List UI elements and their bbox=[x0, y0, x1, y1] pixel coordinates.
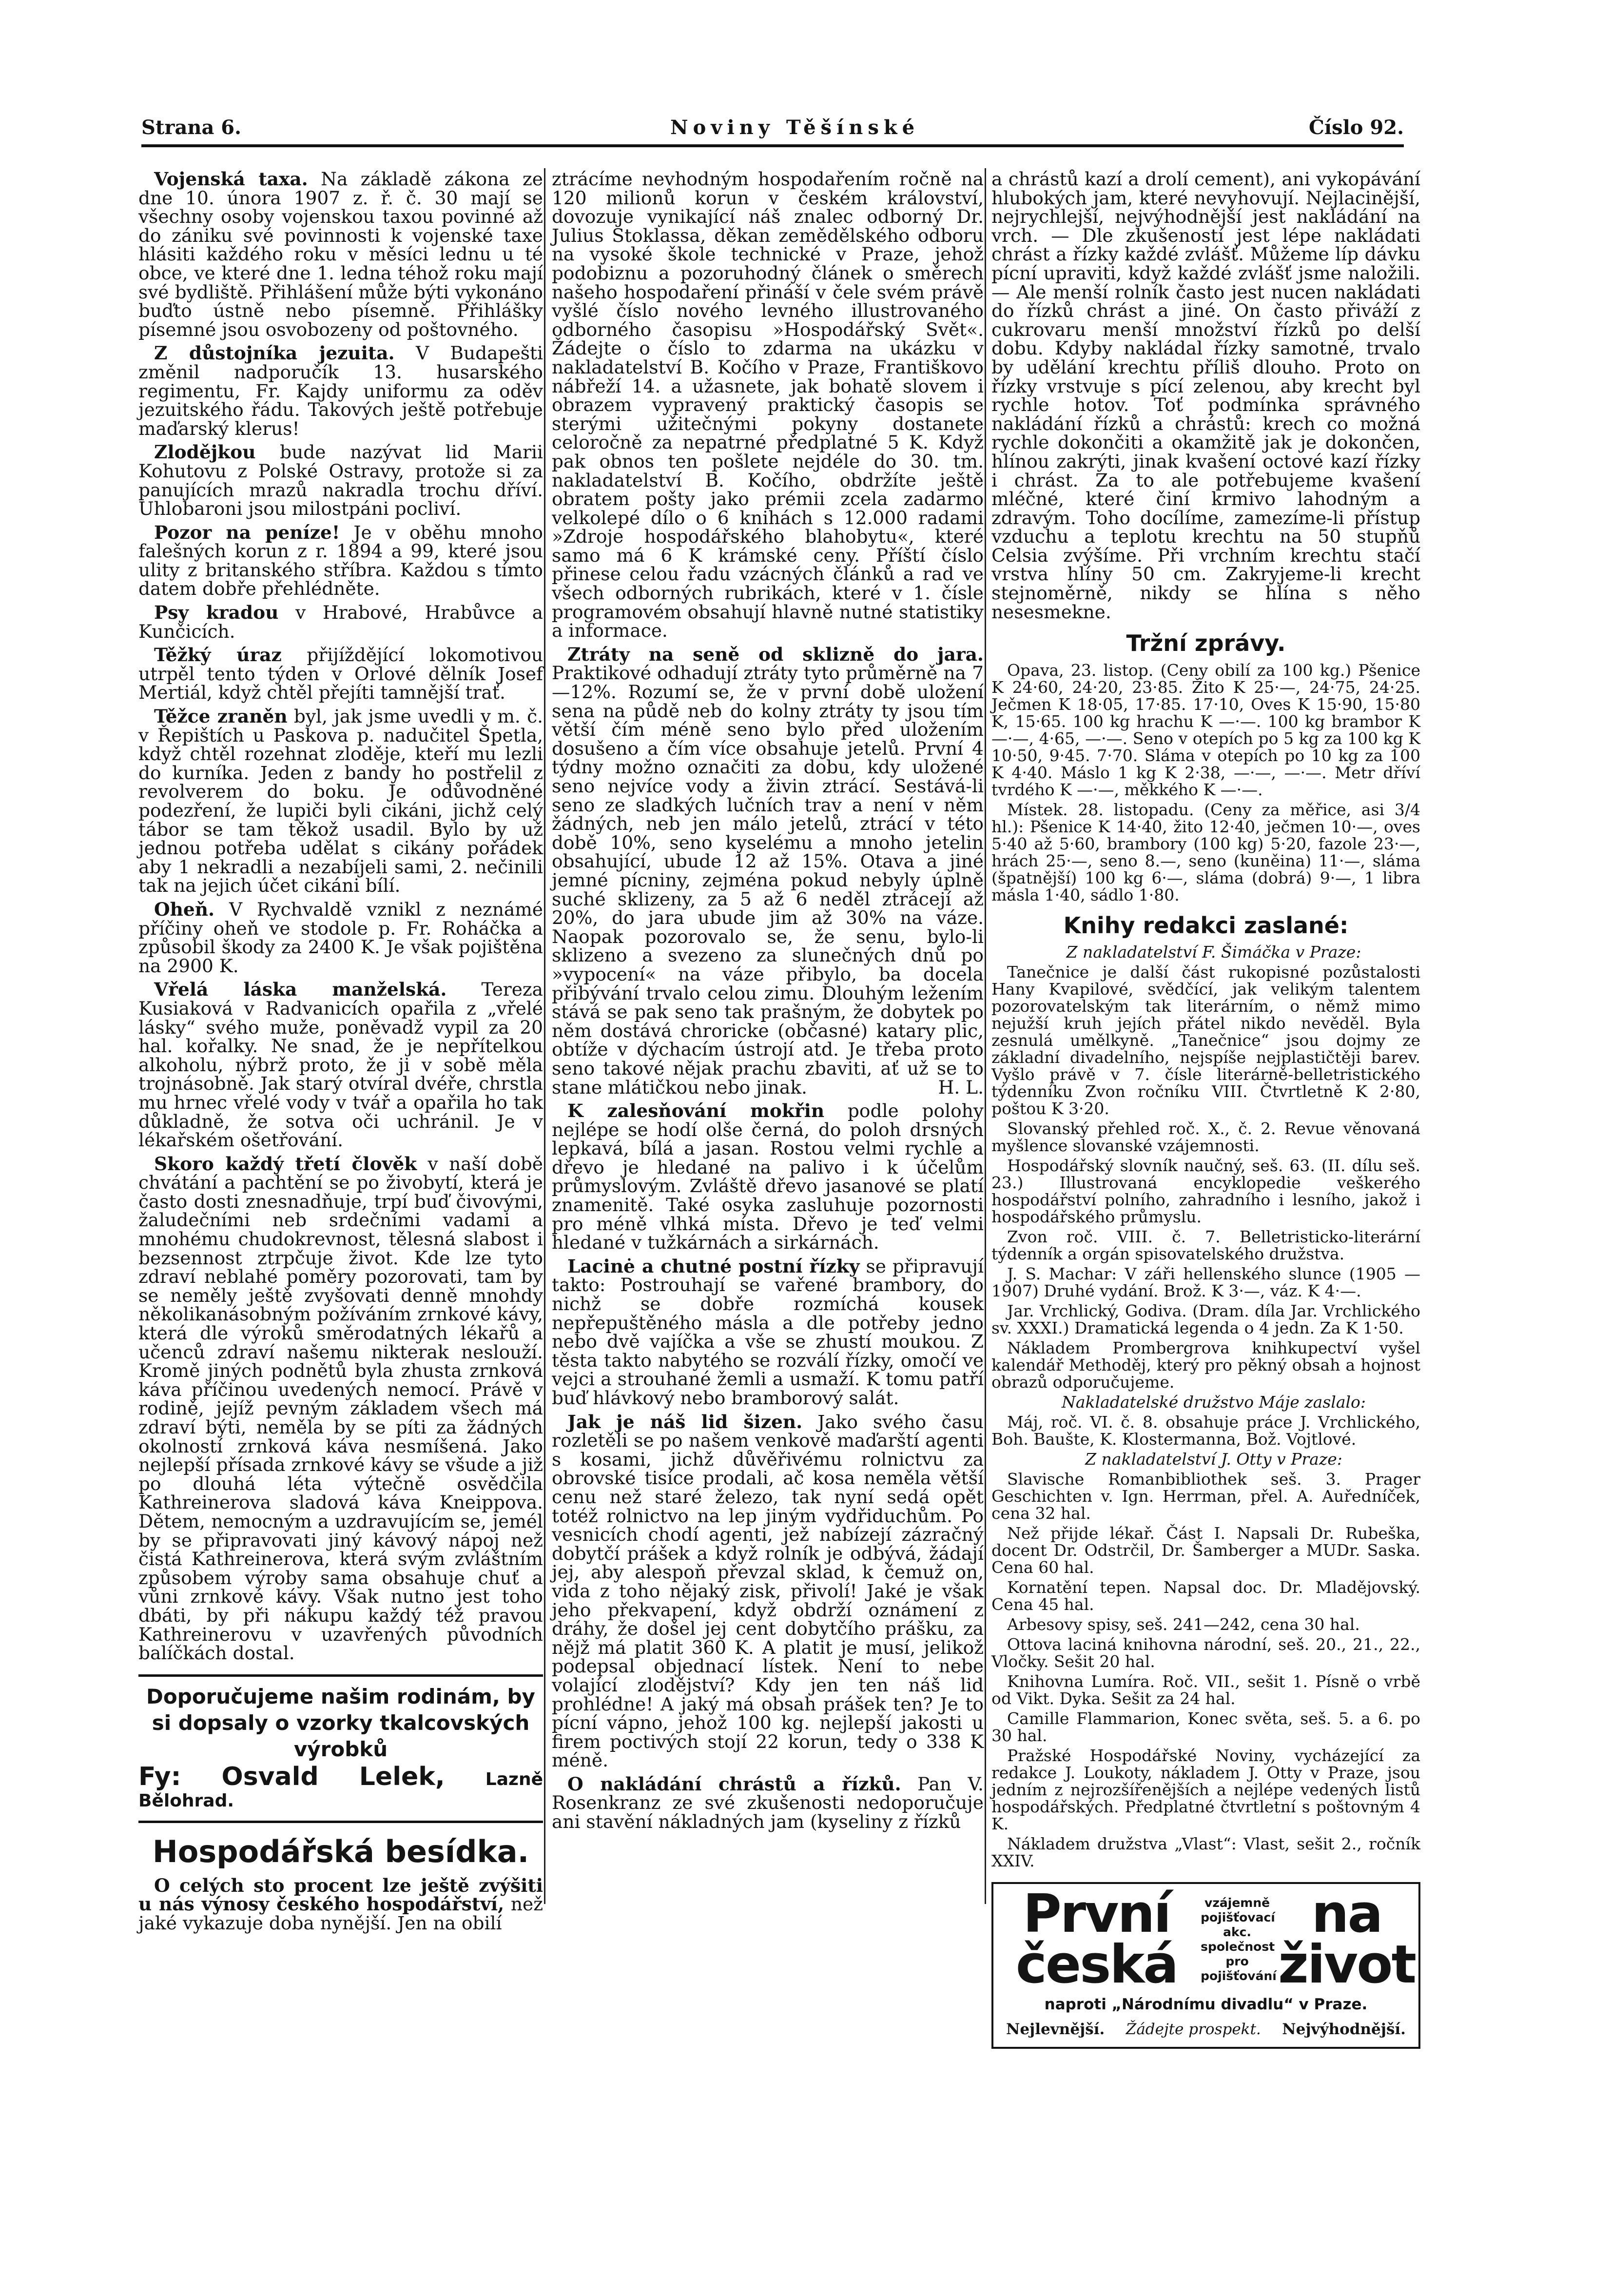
article bbox=[138, 1155, 543, 1663]
article-headline: O nakládání chrástů a řízků. bbox=[567, 1773, 901, 1795]
article bbox=[138, 900, 543, 975]
article-text: byl, jak jsme uvedli v m. č. v Řepištích u Paskova p. nadučitel Špetla, když chtěl rozehnat zloděje, kteří mu lezli do kurníka. Jeden z bandy ho postřelil z revolverem do boku. Je odůvodněné podezření, že lupiči byli cikáni, jichž celý tábor se tam těkož usadil. Bylo by už jednou potřeba udělat s cikány pořádek aby 1 nekradli a nezabíjeli sami, 2. nečinili tak na jejich účet cikáni bílí. bbox=[138, 706, 543, 897]
insurance-slogans bbox=[996, 2020, 1416, 2039]
article-headline: Ztráty na seně od sklizně do jara. bbox=[567, 643, 984, 665]
article-text: Jako svého času rozletěli se po našem venkově maďarští agenti s kosami, jichž důvěřivému rolnictvu za obrovské tisíce prodali, ač kosa neměla větší cenu než staré železo, tak nyní sedá opět totéž rolnictvo na lep jiným vydřiduchům. Po vesnicích chodí agenti, jež nabízejí zázračný dobytčí prášek a když rolník je odbývá, žádají jej, aby alespoň převzal sklad, k čemuž on, vida z toho nějaký zisk, přivolí! Jaké je však jeho překvapení, když obdrží oznámení z dráhy, že došel jej cent dobytčího prášku, za nějž má platit 360 K. A platit je musí, jelikož podepsal objednací lístek. Není to nebe volající zlodějství? Kdy jen ten náš lid prohlédne! A jaký má obsah prášek ten? Je to pícní vápno, jehož 100 kg. nejlepší jakosti u firem poctivých stojí 22 korun, tedy o 338 K méně. bbox=[552, 1411, 984, 1771]
book-entry: Kornatění tepen. Napsal doc. Dr. Mladějovský. Cena 45 hal. bbox=[991, 1578, 1420, 1614]
article bbox=[138, 523, 543, 598]
book-entry: Než přijde lékař. Část I. Napsali Dr. Rubeška, docent Dr. Odstrčil, Dr. Šamberger a MUDr. Saska. Cena 60 hal. bbox=[991, 1524, 1420, 1577]
article bbox=[552, 1413, 984, 1770]
article bbox=[138, 170, 543, 339]
article-text: Tereza Kusiaková v Radvanicích opařila z „vřelé lásky“ svého muže, poněvadž vypil za 20 hal. kořalky. Ne snad, že je nepřítelkou alkoholu, nýbrž proto, že ji v sobě měla trojnásobně. Jak starý otvíral dvéře, chrstla mu hrnec vřelé vody v tvář a opařila ho tak důkladně, že sotva oči uchránil. Je v lékařském ošetřování. bbox=[138, 979, 543, 1151]
article-headline: Těžký úraz bbox=[154, 644, 282, 666]
article-headline: Zlodějkou bbox=[154, 441, 256, 463]
ad-text: Doporučujeme našim rodinám, by si dopsaly o vzorky tkalcovských výrobků bbox=[146, 1684, 535, 1761]
section-title: Hospodářská besídka. bbox=[152, 1833, 529, 1869]
article bbox=[552, 1101, 984, 1252]
market-reports bbox=[991, 662, 1420, 903]
article-text: Na základě zákona ze dne 10. února 1907 z. ř. č. 30 mají se všechny osoby vojenskou taxou povinné až do zániku své povinnosti k vojenské taxe hlásiti každého roku v měsíci lednu u té obce, ve které dne 1. ledna téhož roku mají své bydliště. Přihlášení může býti vykonáno buďto ústně nebo písemně. Přihlášky písemné jsou osvobozeny od poštovného. bbox=[138, 168, 543, 340]
article-text: než jaké vykazuje doba nynější. Jen na obilí bbox=[138, 1893, 543, 1934]
books-list bbox=[991, 943, 1420, 1869]
article-text: Je v oběhu mnoho falešných korun z r. 1894 a 99, které jsou ulity z britanského stříbra. Každou s tímto datem dobře přehlédněte. bbox=[138, 521, 543, 600]
newspaper-name: Noviny Těšínské bbox=[670, 116, 920, 139]
book-entry: Nákladem Prombergrova knihkupectví vyšel kalendář Methoděj, který pro pěkný obsah a hojnost obrazů odporučujeme. bbox=[991, 1338, 1420, 1392]
article bbox=[552, 645, 984, 1097]
article bbox=[138, 603, 543, 641]
book-entry: Slovanský přehled roč. X., č. 2. Revue věnovaná myšlence slovanské vzájemnosti. bbox=[991, 1119, 1420, 1156]
books-title: Knihy redakci zaslané: bbox=[1063, 912, 1349, 939]
article bbox=[138, 707, 543, 895]
publisher-heading: Z nakladatelství J. Otty v Praze: bbox=[1085, 1450, 1342, 1469]
ad-place: Lazně Bělohrad. bbox=[138, 1769, 543, 1811]
article-headline: Těžce zraněn bbox=[154, 706, 288, 727]
ad-firm bbox=[138, 1762, 543, 1811]
advertisement-textiles bbox=[138, 1674, 543, 1823]
article-text: v naší době chvátání a pachtění se po živobytí, která je často dosti znesnadňuje, trpí buď čivovými, žaludečními neb srdečními vadami a mnohému chudokrevnost, tělesná slabost i bezsennost ztrpčuje život. Kde lze tyto zdraví neblahé poměry pozorovati, tam by se neměly ještě zvyšovati denně mnohdy několikanásobným požíváním zrnkové kávy, která dle výroků směrodatných lékařů a učenců zdraví našemu nikterak neslouží. Kromě jiných podnětů byla zhusta zrnková káva příčinou uvedených nemocí. Právě v rodině, jejíž pevným základem všech má zdraví býti, neměla by se píti za žádných okolností zrnková káva nesmíšená. Jako nejlepší přísada zrnkové kávy se všude a již po dlouhá léta výtečně osvědčila Kathreinerova sladová káva Kneippova. Dětem, nemocným a uzdravujícím se, jemél by se připravovati jiný kávový nápoj než čistá Kathreinerova, která svým zvláštním způsobem výroby sama obsahuje chuť a vůni zrnkové kávy. Však nutno jest toho dbáti, by při nákupu každý též pravou Kathreinerovu v uzavřených původních balíčkách dostal. bbox=[138, 1153, 543, 1664]
article-headline: Vřelá láska manželská. bbox=[154, 979, 447, 1001]
column-divider bbox=[544, 168, 545, 1904]
market-report-mistek: Místek. 28. listopadu. (Ceny za měřice, asi 3/4 hl.): Pšenice K 14·40, žito 12·40, ječmen 10·—, oves 5·40 až 5·60, brambory (100 kg) 5·20, fazole 23·—, hrách 25·—, seno 8.—, seno (kuněina) 11·—, sláma (špatnější) 100 kg 6·—, sláma (dobrá) 9·—, 1 libra másla 1·40, sádlo 1·80. bbox=[991, 800, 1420, 904]
insurance-name-left: První česká bbox=[1015, 1884, 1178, 1996]
market-title: Tržní zprávy. bbox=[1126, 630, 1286, 657]
article-headline: Vojenská taxa. bbox=[154, 168, 308, 190]
book-entry: Jar. Vrchlický, Godiva. (Dram. díla Jar. Vrchlického sv. XXXI.) Dramatická legenda o 4 jedn. Za K 1·50. bbox=[991, 1301, 1420, 1338]
article bbox=[138, 646, 543, 702]
column-3 bbox=[991, 170, 1420, 2049]
article-headline: Lacinė a chutné postní řízky bbox=[567, 1255, 860, 1277]
article bbox=[552, 1257, 984, 1408]
page-header bbox=[141, 116, 1404, 145]
article bbox=[552, 1775, 984, 1831]
insurance-name-right: na život bbox=[1278, 1884, 1416, 1996]
article-text: podle polohy nejlépe se hodí olše černá, do poloh drsných lepkavá, bílá a jasan. Rostou velmi rychle a dřevo je hledané na palivo i k účelům průmyslovým. Zvláště dřevo jasanové se platí znamenitě. Také osyka zasluhuje pozornosti pro méně vlhká místa. Dřevo je teď velmi hledané v tužkárnách a sirkárnách. bbox=[552, 1100, 984, 1254]
column-1 bbox=[138, 170, 543, 1937]
article bbox=[138, 344, 543, 438]
article-text: bude nazývat lid Marii Kohutovu z Polské Ostravy, protože si za panujících mrazů nakradla trochu dříví. Uhlobaroni jsou milostpáni pocliví. bbox=[138, 441, 543, 520]
book-entry: Knihovna Lumíra. Roč. VII., sešit 1. Písně o vrbě od Vikt. Dyka. Sešit za 24 hal. bbox=[991, 1672, 1420, 1708]
article-headline: Skoro každý třetí člověk bbox=[154, 1153, 417, 1175]
book-entry: Máj, roč. VI. č. 8. obsahuje práce J. Vrchlického, Boh. Baušte, K. Klostermanna, Bož. Vojtlové. bbox=[991, 1413, 1420, 1449]
article-headline: Pozor na peníze! bbox=[154, 521, 340, 543]
ad-firm-name: Fy: Osvald Lelek, bbox=[138, 1762, 445, 1791]
header-rule bbox=[141, 144, 1404, 147]
book-entry: Camille Flammarion, Konec světa, seš. 5. a 6. po 30 hal. bbox=[991, 1709, 1420, 1746]
article-headline: K zalesňování mokřin bbox=[567, 1100, 825, 1122]
insurance-slogan-center: Žádejte prospekt. bbox=[1126, 2021, 1261, 2039]
article-text: V Rychvaldě vznikl z neznámé příčiny oheň ve stodole p. Fr. Roháčka a způsobil škody za 2400 K. Je však pojištěna na 2900 K. bbox=[138, 898, 543, 977]
book-entry: Nákladem družstva „Vlast“: Vlast, sešit 2., ročník XXIV. bbox=[991, 1834, 1420, 1871]
article-text: a chrástů kazí a drolí cement), ani vykopávání hlubokých jam, které nevyhovují. Nejlacinější, nejrychlejší, nejvýhodnější jest nakládání na vrch. — Dle zkušeností jest lépe nakládati chrást a řízky každé zvlášť. Můžeme líp dávku pícní upraviti, když každé zvlášť jsme naložili. — Ale menší rolník často jest nucen nakládati do řízků chrást a jiné. On často přiváží z cukrovaru menší množství řízků po delší dobu. Kdyby nakládal řízky samotné, trvalo by udělání krechtu příliš dlouho. Proto on řízky vrstvuje s pící zelenou, aby krecht byl rychle hotov. Toť podmínka správného nakládání řízků a chrástů: krech co možná rychle dokončiti a okamžitě jak je dokončen, hlínou zakrýti, jinak kvašení octové kazí řízky i chrást. Za to ale potřebujeme kvašení mléčné, které činí krmivo lahodným a zdravým. Toho docílíme, zamezíme-li přístup vzduchu a teplotu krechtu na 50 stupňů Celsia zvýšíme. Při vrchním krechtu stačí vrstva hlíny 50 cm. Zakryjeme-li krecht stejnoměrně, nikdy se hlína s něho nesesmekne. bbox=[991, 168, 1420, 623]
issue-number: Číslo 92. bbox=[1309, 116, 1404, 139]
book-entry: Arbesovy spisy, seš. 241—242, cena 30 hal. bbox=[1007, 1615, 1360, 1634]
article-text: Pan V. Rosenkranz ze své zkušenosti nedoporučuje ani stavění nákladných jam (kyseliny z řízků bbox=[552, 1773, 984, 1833]
article bbox=[138, 980, 543, 1149]
article-text: přijíždějící lokomotivou utrpěl tento týden v Orlové dělník Josef Mertiál, když chtěl přejíti tamnější trať. bbox=[138, 644, 543, 704]
article-text: V Budapešti změnil nadporučík 13. husarského regimentu, Fr. Kajdy uniformu za oděv jezuitského řádu. Takových ještě potřebuje maďarský klerus! bbox=[138, 342, 543, 439]
article-headline: O celých sto procent lze ještě zvýšiti u nás výnosy českého hospodářství, bbox=[138, 1874, 543, 1915]
column-2 bbox=[552, 170, 984, 1836]
insurance-slogan-right: Nejvýhodnější. bbox=[1282, 2021, 1406, 2039]
insurance-address: naproti „Národnímu divadlu“ v Praze. bbox=[1044, 1996, 1368, 2014]
article-headline: Psy kradou bbox=[154, 602, 279, 624]
publisher-heading: Nakladatelské družstvo Máje zaslalo: bbox=[1061, 1393, 1366, 1412]
book-entry: J. S. Machar: V záři hellenského slunce (1905 — 1907) Druhé vydání. Brož. K 3·—, váz. K 4·—. bbox=[991, 1264, 1420, 1301]
publisher-heading: Z nakladatelství F. Šimáčka v Praze: bbox=[1066, 942, 1361, 962]
page-number: Strana 6. bbox=[141, 116, 242, 139]
insurance-banner bbox=[996, 1884, 1416, 1996]
market-report-opava: Opava, 23. listop. (Ceny obilí za 100 kg.) Pšenice K 24·60, 24·20, 23·85. Žito K 25·—, 24·75, 24·25. Ječmen K 18·05, 17·85. 17·10, Oves K 15·90, 15·80 K, 15·65. 100 kg hrachu K —·—. 100 kg brambor K —·—, 4·65, —·—. Seno v otepích po 5 kg za 100 kg K 10·50, 9·45. 7·70. Sláma v otepích po 10 kg za 100 K 4·40. Máslo 1 kg K 2·38, —·—, —·—. Metr dříví tvrdého K —·—, měkkého K —·—. bbox=[991, 660, 1420, 799]
book-entry: Tanečnice je další část rukopisné pozůstalosti Hany Kvapilové, svědčící, jak velikým talentem pozorovatelským tak literárním, o němž mimo nejužší kruh jejích přátel nikdo nevěděl. Byla zesnulá umělkyně. „Tanečnice“ jsou dojmy ze základní divadelního, nejspíše nejplastičtěji barev. Vyšlo právě v 7. čísle literárně-belletristického týdenníku Zvon ročníku VIII. Čtvrtletně K 2·80, poštou K 3·20. bbox=[991, 962, 1420, 1119]
book-entry: Slavische Romanbibliothek seš. 3. Prager Geschichten v. Ign. Herrman, přel. A. Auředníček, cena 32 hal. bbox=[991, 1470, 1420, 1523]
article bbox=[138, 1876, 543, 1933]
insurance-name-middle: vzájemně pojišťovací akc. společnost pro pojišťování bbox=[1201, 1896, 1277, 1983]
insurance-slogan-left: Nejlevnější. bbox=[1006, 2021, 1105, 2039]
article-text: Praktikové odhadují ztráty tyto průměrně na 7—12%. Rozumí se, že v první době uložení sena na půdě neb do kolny ztráty ty jsou tím větší čím méně seno bylo před uložením dosušeno a čím více obsahuje jetelů. První 4 týdny možno označiti za dobu, kdy uložené seno nejvíce vody a živin ztrácí. Sestává-li seno ze sladkých lučních trav a není v něm žádných, neb jen málo jetelů, ztrácí v této době 10%, seno kyselému a mnoho jetelin obsahující, ubude 12 až 15%. Otava a jiné jemné pícniny, zejména pokud nebyly úplně suché sklizeny, za 5 až 6 neděl ztrácejí až 20%, do jara ubude jim až 30% na váze. Naopak pozorovalo se, že senu, bylo-li sklizeno a svezeno za slunečných dnů po »vypocení« na váze přibylo, ba docela přibývání trvalo celou zimu. Dlouhým ležením stává se pak seno tak prašným, že dobytek po něm dostává chroricke (občasné) katary plic, obtíže v dýchacím ústrojí atd. Je třeba proto seno takové nějak prachu zbaviti, ať už se to stane mlátičkou nebo jinak. bbox=[552, 662, 984, 1098]
column-divider bbox=[985, 168, 986, 1904]
book-entry: Ottova laciná knihovna národní, seš. 20., 21., 22., Vločky. Sešit 20 hal. bbox=[991, 1635, 1420, 1671]
article-headline: Jak je náš lid šizen. bbox=[567, 1411, 803, 1433]
article-signature: H. L. bbox=[938, 1076, 984, 1098]
article-headline: Oheň. bbox=[154, 898, 215, 920]
article-text: v Hrabové, Hrabůvce a Kunčicích. bbox=[138, 602, 543, 642]
book-entry: Hospodářský slovník naučný, seš. 63. (II. dílu seš. 23.) Illustrovaná encyklopedie veškerého hospodářství polního, zahradního i lesního, jakož i hospodářského průmyslu. bbox=[991, 1156, 1420, 1227]
book-entry: Pražské Hospodářské Noviny, vycházející za redakce J. Loukoty, nákladem J. Otty v Praze, jsou jedním z nejrozšířenějších a nejlépe vedených listů hospodářských. Předplatné čtvrtletní s poštovným 4 K. bbox=[991, 1746, 1420, 1834]
article-headline: Z důstojníka jezuita. bbox=[154, 342, 395, 364]
advertisement-insurance bbox=[991, 1882, 1420, 2048]
article bbox=[138, 443, 543, 518]
article-text: se připravují takto: Postrouhají se vařené brambory, do nichž se dobře rozmíchá kousek nepřepuštěného másla a dle potřeby jedno nebo dvě vajíčka a vše se zhustí moukou. Z těsta takto nabytého se rozválí řízky, omočí ve vejci a strouhané žemli a usmaží. K tomu patří buď hlávkový nebo bramborový salát. bbox=[552, 1255, 984, 1409]
book-entry: Zvon roč. VIII. č. 7. Belletristicko-literární týdenník a orgán spisovatelského družstva. bbox=[991, 1227, 1420, 1264]
article-text: ztrácíme nevhodným hospodařením ročně na 120 milionů korun v českém království, dovozuje vynikající náš znalec odborný Dr. Julius Stoklassa, děkan zemědělského odboru na vysoké škole technické v Praze, jehož podobiznu a pozoruhodný článek o směrech našeho hospodaření přináší v čele svém právě vyšlé číslo nového levného illustrovaného odborného časopisu »Hospodářský Svět«. Žádejte o číslo to zdarma na ukázku v nakladatelství B. Kočího v Praze, Františkovo nábřeží 14. a užasnete, jak bohatě slovem i obrazem vypravený praktický časopis se sterými užitečnými pokyny dostanete celoročně za nepatrné předplatné 5 K. Když pak obnos ten pošlete nejdéle do 30. tm. nakladatelství B. Kočího, obdržíte ještě obratem pošty jako prémii zcela zadarmo velkolepé dílo o 6 knihách s 12.000 radami »Zdroje hospodářského blahobytu«, které samo má 6 K krámské ceny. Příští číslo přinese celou řadu vzácných článků a rad ve všech odborných rubrikách, které v 1. čísle programovém obsahují hlavně nutné statistiky a informace. bbox=[552, 168, 984, 642]
